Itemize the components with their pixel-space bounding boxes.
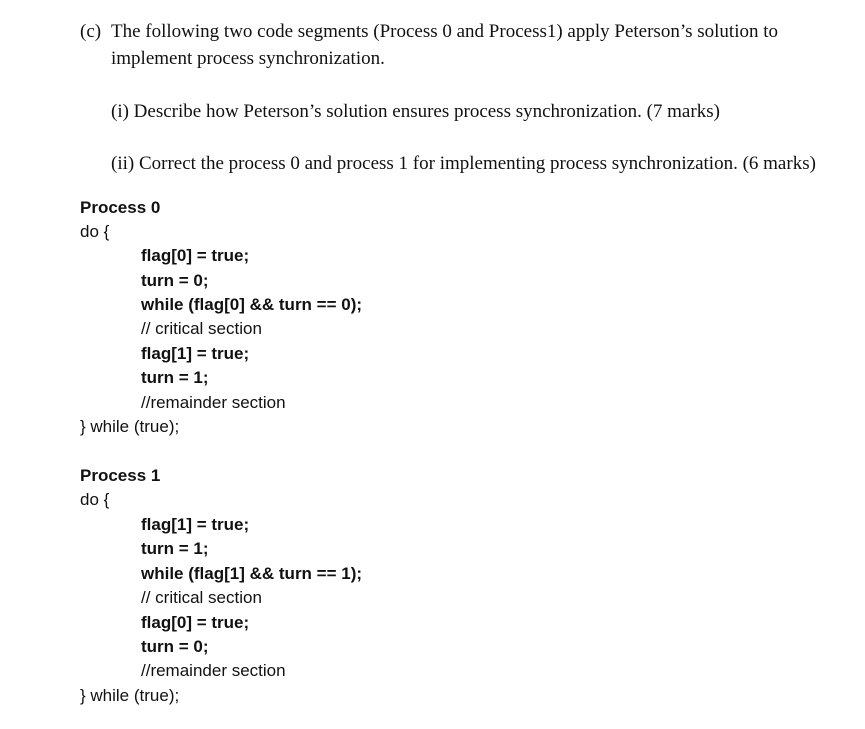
question-text-line-2: implement process synchronization. xyxy=(111,48,385,69)
process-1-code-comment: // critical section xyxy=(141,588,262,607)
process-1-code-comment: //remainder section xyxy=(141,661,286,680)
process-1-code-line: while (flag[1] && turn == 1); xyxy=(141,564,363,583)
process-0-code-line: flag[0] = true; xyxy=(141,246,250,265)
process-0-while-close: } while (true); xyxy=(80,417,180,436)
sub-question-ii: (ii) Correct the process 0 and process 1 for implementing process synchronization. (6 marks) xyxy=(111,153,816,174)
process-0-do-open: do { xyxy=(80,222,110,241)
process-1-code-line: turn = 0; xyxy=(141,637,209,656)
process-1-code-line: flag[1] = true; xyxy=(141,515,250,534)
process-0-code-line: flag[1] = true; xyxy=(141,344,250,363)
process-0-code-line: turn = 0; xyxy=(141,271,209,290)
process-1-do-open: do { xyxy=(80,490,110,509)
process-1-title: Process 1 xyxy=(80,466,161,485)
process-1-code-line: flag[0] = true; xyxy=(141,613,250,632)
process-1-while-close: } while (true); xyxy=(80,686,180,705)
process-0-code-comment: //remainder section xyxy=(141,393,286,412)
process-0-code-line: while (flag[0] && turn == 0); xyxy=(141,295,363,314)
question-text-line-1: The following two code segments (Process 0 and Process1) apply Peterson’s solution to xyxy=(111,21,779,42)
question-label: (c) xyxy=(80,21,102,42)
process-1-code-line: turn = 1; xyxy=(141,539,209,558)
sub-question-i: (i) Describe how Peterson’s solution ensures process synchronization. (7 marks) xyxy=(111,101,720,122)
process-0-code-comment: // critical section xyxy=(141,319,262,338)
process-0-code-line: turn = 1; xyxy=(141,368,209,387)
process-0-title: Process 0 xyxy=(80,198,161,217)
